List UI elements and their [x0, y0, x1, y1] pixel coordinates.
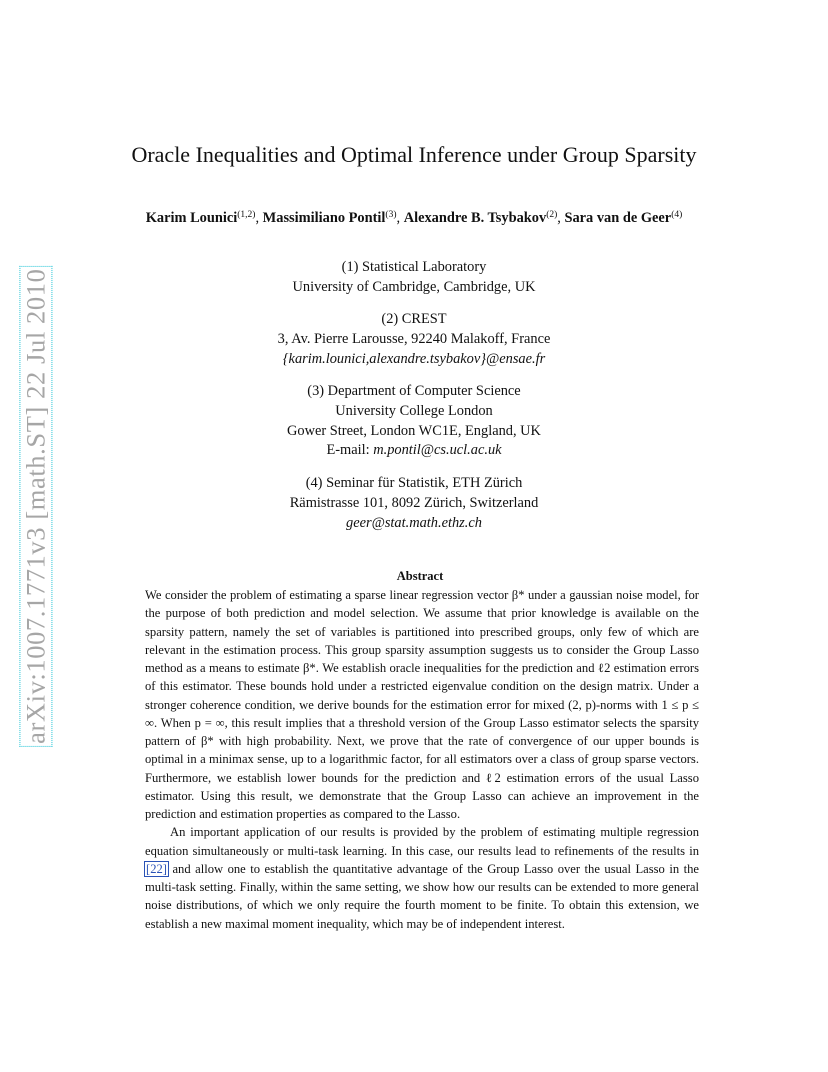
affiliation-email: {karim.lounici,alexandre.tsybakov}@ensae.fr [282, 350, 546, 367]
author-affiliation-marker: (1,2) [237, 210, 256, 220]
author-name: Sara van de Geer [564, 210, 672, 226]
author-name: Massimiliano Pontil [262, 210, 386, 226]
abstract-body [145, 586, 699, 933]
affiliation-line: University College London [335, 402, 493, 419]
author-name: Karim Lounici [145, 210, 238, 226]
affiliation-line: 3, Av. Pierre Larousse, 92240 Malakoff, France [277, 330, 551, 347]
affiliation-line: Gower Street, London WC1E, England, UK [287, 422, 541, 439]
affiliation-line: University of Cambridge, Cambridge, UK [292, 278, 536, 295]
affiliation-line: (2) CREST [381, 311, 447, 327]
abstract-text: An important application of our results is provided by the problem of estimating multiple regression equation simultaneously or multi-task learning. In this case, our results lead to refinements of the results in [145, 825, 699, 858]
affiliation-email-line [0, 441, 828, 461]
affiliation-line: (1) Statistical Laboratory [341, 259, 487, 275]
affiliation-email: m.pontil@cs.ucl.ac.uk [373, 442, 502, 459]
affiliation-line: (3) Department of Computer Science [307, 383, 521, 399]
arxiv-identifier: arXiv:1007.1771v3 [math.ST] 22 Jul 2010 [20, 268, 51, 744]
affiliation-3 [0, 382, 828, 461]
affiliation-4 [0, 474, 828, 533]
paper-title: Oracle Inequalities and Optimal Inference under Group Sparsity [131, 142, 697, 167]
abstract-paragraph: We consider the problem of estimating a sparse linear regression vector β* under a gaussian noise model, for the purpose of both prediction and model selection. We assume that prior knowledge is available on the sparsity pattern, namely the set of variables is partitioned into prescribed groups, only few of which are relevant in the estimation process. This group sparsity assumption suggests us to consider the Group Lasso method as a means to estimate β*. We establish oracle inequalities for the prediction and ℓ2 estimation errors of this estimator. These bounds hold under a restricted eigenvalue condition on the design matrix. Under a stronger coherence condition, we derive bounds for the estimation error for mixed (2, p)-norms with 1 ≤ p ≤ ∞. When p = ∞, this result implies that a threshold version of the Group Lasso estimator selects the sparsity pattern of β* with high probability. Next, we prove that the rate of convergence of our upper bounds is optimal in a minimax sense, up to a logarithmic factor, for all estimators over a class of group sparse vectors. Furthermore, we establish lower bounds for the prediction and ℓ2 estimation errors of the usual Lasso estimator. Using this result, we demonstrate that the Group Lasso can achieve an improvement in the prediction and estimation properties as compared to the Lasso. [145, 588, 699, 821]
author-affiliation-marker: (3) [385, 210, 397, 220]
affiliation-2 [0, 310, 828, 369]
citation-link[interactable]: [22] [146, 861, 167, 876]
abstract-paragraph [145, 823, 699, 933]
author-separator: , [255, 210, 263, 226]
affiliation-email: geer@stat.math.ethz.ch [346, 514, 482, 531]
author-name: Alexandre B. Tsybakov [403, 210, 547, 226]
author-list [0, 205, 828, 228]
author-separator: , [396, 210, 404, 226]
affiliation-1 [0, 258, 828, 298]
abstract-heading: Abstract [396, 569, 444, 583]
author-affiliation-marker: (4) [671, 210, 683, 220]
author-separator: , [557, 210, 565, 226]
affiliation-line: Rämistrasse 101, 8092 Zürich, Switzerland [289, 494, 539, 511]
abstract-text: and allow one to establish the quantitative advantage of the Group Lasso over the usual Lasso in the multi-task setting. Finally, within the same setting, we show how our results can be extended to more general noise distributions, of which we only require the fourth moment to be finite. To obtain this extension, we establish a new maximal moment inequality, which may be of independent interest. [145, 861, 699, 931]
affiliation-line: (4) Seminar für Statistik, ETH Zürich [305, 475, 523, 491]
author-affiliation-marker: (2) [546, 210, 558, 220]
email-label: E-mail: [326, 442, 374, 459]
